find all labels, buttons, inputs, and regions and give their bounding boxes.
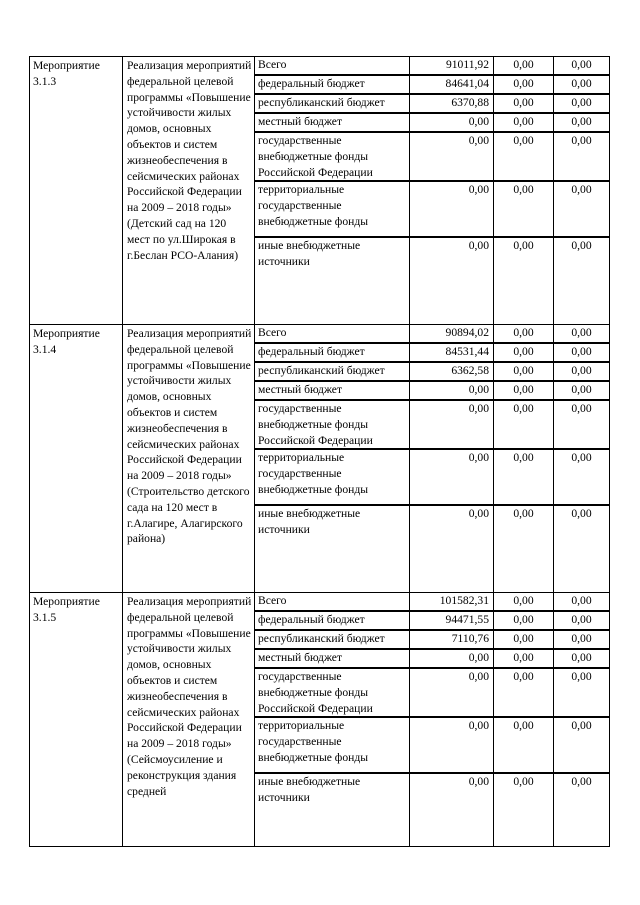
table-row	[30, 325, 610, 344]
amount-value: 0,00	[410, 718, 494, 774]
funding-source: местный бюджет	[255, 114, 410, 133]
amount-value: 0,00	[554, 382, 610, 401]
amount-value: 0,00	[554, 363, 610, 382]
amount-value: 0,00	[494, 631, 554, 650]
amount-value: 0,00	[410, 114, 494, 133]
amount-value: 90894,02	[410, 325, 494, 344]
amount-value: 0,00	[410, 133, 494, 182]
funding-source: государственные внебюджетные фонды Российской Федерации	[255, 133, 410, 182]
amount-value: 0,00	[410, 182, 494, 238]
funding-source: местный бюджет	[255, 650, 410, 669]
funding-source: государственные внебюджетные фонды Российской Федерации	[255, 401, 410, 450]
amount-value: 0,00	[554, 114, 610, 133]
measure-number: Мероприятие 3.1.5	[30, 593, 123, 847]
amount-value: 91011,92	[410, 57, 494, 76]
amount-value: 0,00	[410, 506, 494, 593]
amount-value: 0,00	[554, 774, 610, 847]
measure-description: Реализация мероприятий федеральной целевой программы «Повышение устойчивости жилых домов, основных объектов и систем жизнеобеспечения в сейсмических районах Российской Федерации на 2009 – 2018 годы» (Строительство детского сада на 120 мест в г.Алагире, Алагирского района)	[123, 325, 255, 593]
amount-value: 0,00	[410, 650, 494, 669]
amount-value: 0,00	[494, 718, 554, 774]
amount-value: 84531,44	[410, 344, 494, 363]
funding-source: Всего	[255, 593, 410, 612]
funding-source: Всего	[255, 325, 410, 344]
amount-value: 94471,55	[410, 612, 494, 631]
amount-value: 0,00	[554, 506, 610, 593]
measure-number: Мероприятие 3.1.3	[30, 57, 123, 325]
amount-value: 0,00	[494, 363, 554, 382]
funding-source: Всего	[255, 57, 410, 76]
funding-source: территориальные государственные внебюджетные фонды	[255, 182, 410, 238]
table-row	[30, 57, 610, 76]
amount-value: 0,00	[554, 238, 610, 325]
funding-source: федеральный бюджет	[255, 612, 410, 631]
amount-value: 0,00	[554, 401, 610, 450]
amount-value: 0,00	[554, 450, 610, 506]
table-row	[30, 593, 610, 612]
amount-value: 0,00	[494, 774, 554, 847]
amount-value: 0,00	[494, 57, 554, 76]
amount-value: 0,00	[554, 669, 610, 718]
amount-value: 0,00	[554, 612, 610, 631]
measure-number: Мероприятие 3.1.4	[30, 325, 123, 593]
amount-value: 0,00	[410, 238, 494, 325]
amount-value: 0,00	[494, 650, 554, 669]
amount-value: 0,00	[554, 57, 610, 76]
funding-source: местный бюджет	[255, 382, 410, 401]
amount-value: 0,00	[494, 450, 554, 506]
amount-value: 0,00	[494, 76, 554, 95]
amount-value: 0,00	[494, 238, 554, 325]
funding-source: федеральный бюджет	[255, 344, 410, 363]
funding-table-body	[30, 57, 610, 847]
amount-value: 6370,88	[410, 95, 494, 114]
amount-value: 0,00	[494, 669, 554, 718]
funding-source: республиканский бюджет	[255, 95, 410, 114]
amount-value: 0,00	[554, 344, 610, 363]
amount-value: 0,00	[494, 506, 554, 593]
funding-source: республиканский бюджет	[255, 631, 410, 650]
amount-value: 0,00	[410, 669, 494, 718]
amount-value: 0,00	[494, 344, 554, 363]
amount-value: 0,00	[554, 95, 610, 114]
amount-value: 0,00	[554, 593, 610, 612]
amount-value: 0,00	[494, 95, 554, 114]
amount-value: 0,00	[494, 182, 554, 238]
funding-source: иные внебюджетные источники	[255, 238, 410, 325]
funding-source: республиканский бюджет	[255, 363, 410, 382]
funding-source: иные внебюджетные источники	[255, 506, 410, 593]
measure-description: Реализация мероприятий федеральной целевой программы «Повышение устойчивости жилых домов, основных объектов и систем жизнеобеспечения в сейсмических районах Российской Федерации на 2009 – 2018 годы» (Сейсмоусиление и реконструкция здания средней	[123, 593, 255, 847]
amount-value: 0,00	[554, 182, 610, 238]
funding-source: иные внебюджетные источники	[255, 774, 410, 847]
amount-value: 0,00	[410, 382, 494, 401]
amount-value: 0,00	[494, 382, 554, 401]
measure-description: Реализация мероприятий федеральной целевой программы «Повышение устойчивости жилых домов, основных объектов и систем жизнеобеспечения в сейсмических районах Российской Федерации на 2009 – 2018 годы» (Детский сад на 120 мест по ул.Широкая в г.Беслан РСО-Алания)	[123, 57, 255, 325]
amount-value: 0,00	[410, 401, 494, 450]
amount-value: 0,00	[554, 718, 610, 774]
funding-source: государственные внебюджетные фонды Российской Федерации	[255, 669, 410, 718]
amount-value: 0,00	[554, 631, 610, 650]
amount-value: 0,00	[554, 650, 610, 669]
amount-value: 0,00	[410, 774, 494, 847]
amount-value: 7110,76	[410, 631, 494, 650]
amount-value: 84641,04	[410, 76, 494, 95]
funding-source: территориальные государственные внебюджетные фонды	[255, 718, 410, 774]
amount-value: 0,00	[554, 133, 610, 182]
funding-source: федеральный бюджет	[255, 76, 410, 95]
amount-value: 0,00	[494, 593, 554, 612]
amount-value: 0,00	[554, 76, 610, 95]
amount-value: 101582,31	[410, 593, 494, 612]
amount-value: 0,00	[410, 450, 494, 506]
funding-source: территориальные государственные внебюджетные фонды	[255, 450, 410, 506]
amount-value: 0,00	[494, 133, 554, 182]
funding-table	[29, 56, 610, 847]
amount-value: 0,00	[494, 612, 554, 631]
amount-value: 0,00	[554, 325, 610, 344]
amount-value: 0,00	[494, 401, 554, 450]
amount-value: 0,00	[494, 114, 554, 133]
amount-value: 6362,58	[410, 363, 494, 382]
amount-value: 0,00	[494, 325, 554, 344]
document-page	[29, 56, 609, 847]
